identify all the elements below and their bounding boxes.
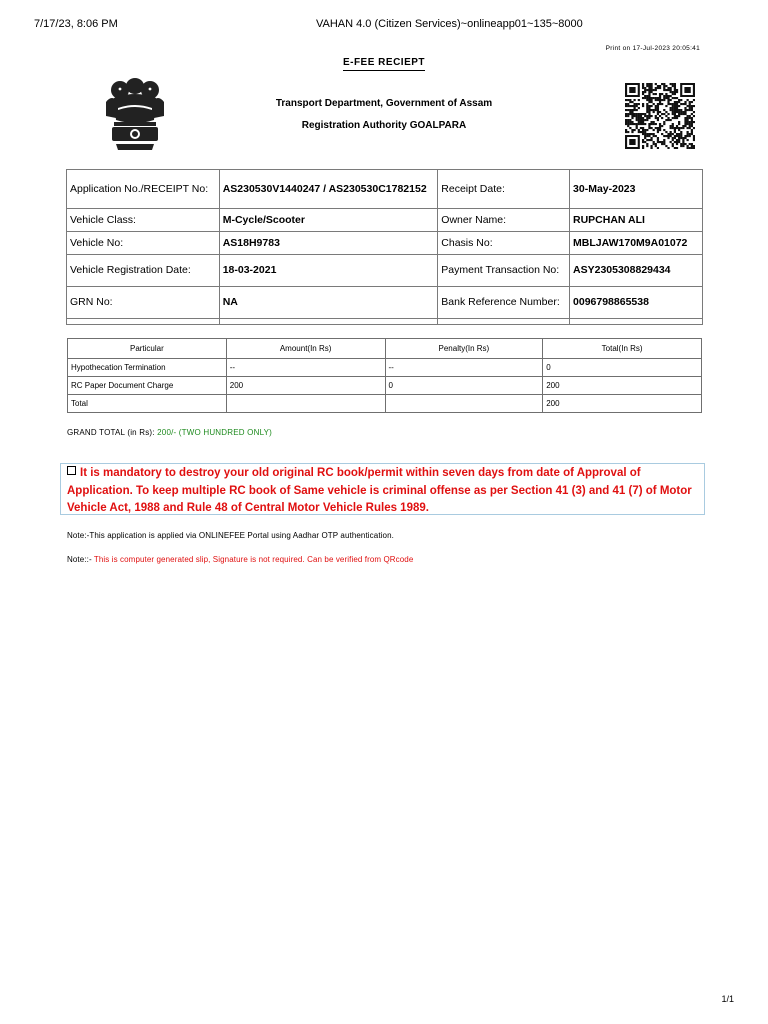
fee-cell: 0 xyxy=(385,377,543,395)
table-row xyxy=(68,359,702,377)
fee-cell: -- xyxy=(226,359,385,377)
vehicle-class-label: Vehicle Class: xyxy=(67,209,220,232)
national-emblem-icon xyxy=(86,72,184,162)
table-row xyxy=(68,395,702,413)
payment-transaction-label: Payment Transaction No: xyxy=(438,255,570,287)
receipt-details-table xyxy=(66,169,703,325)
bank-reference-label: Bank Reference Number: xyxy=(438,287,570,319)
note-text: This is computer generated slip, Signature is not required. Can be verified from QRcode xyxy=(93,555,414,564)
fee-cell: Total xyxy=(68,395,227,413)
note-computer-generated xyxy=(67,555,413,564)
fee-cell xyxy=(385,395,543,413)
printed-on: Print on 17-Jul-2023 20:05:41 xyxy=(605,45,700,52)
fee-header-particular: Particular xyxy=(68,339,227,359)
application-no-label: Application No./RECEIPT No: xyxy=(67,170,220,209)
note-aadhar: Note:-This application is applied via ONLINEFEE Portal using Aadhar OTP authentication. xyxy=(67,531,394,540)
fee-cell: 200 xyxy=(543,377,702,395)
fee-cell: RC Paper Document Charge xyxy=(68,377,227,395)
vehicle-no-label: Vehicle No: xyxy=(67,232,220,255)
fee-cell: 200 xyxy=(543,395,702,413)
fee-header-amount: Amount(In Rs) xyxy=(226,339,385,359)
grand-total xyxy=(67,428,272,437)
application-no-value: AS230530V1440247 / AS230530C1782152 xyxy=(219,170,438,209)
fee-cell: Hypothecation Termination xyxy=(68,359,227,377)
owner-name-value: RUPCHAN ALI xyxy=(570,209,703,232)
fee-header-total: Total(In Rs) xyxy=(543,339,702,359)
print-page-title: VAHAN 4.0 (Citizen Services)~onlineapp01~135~8000 xyxy=(316,18,583,30)
fee-header-penalty: Penalty(In Rs) xyxy=(385,339,543,359)
bank-reference-value: 0096798865538 xyxy=(570,287,703,319)
print-datetime: 7/17/23, 8:06 PM xyxy=(34,18,118,30)
owner-name-label: Owner Name: xyxy=(438,209,570,232)
grand-total-value: 200/- (TWO HUNDRED ONLY) xyxy=(157,428,273,437)
fee-cell: 0 xyxy=(543,359,702,377)
fee-table xyxy=(67,338,702,413)
registration-date-value: 18-03-2021 xyxy=(219,255,438,287)
receipt-date-label: Receipt Date: xyxy=(438,170,570,209)
note-prefix: Note::- xyxy=(67,555,94,564)
chasis-no-value: MBLJAW170M9A01072 xyxy=(570,232,703,255)
grand-total-label: GRAND TOTAL (in Rs): xyxy=(67,428,158,437)
vehicle-class-value: M-Cycle/Scooter xyxy=(219,209,438,232)
fee-cell: 200 xyxy=(226,377,385,395)
fee-cell xyxy=(226,395,385,413)
empty-cell xyxy=(438,319,570,325)
chasis-no-label: Chasis No: xyxy=(438,232,570,255)
qr-code-icon xyxy=(625,83,695,149)
warning-text: It is mandatory to destroy your old original RC book/permit within seven days from date of Approval of Application. To keep multiple RC book of Same vehicle is criminal offense as per Section 41 (3) and 41 (7) of Motor Vehicle Act, 1988 and Rule 48 of Central Motor Vehicle Rules 1989. xyxy=(67,467,692,514)
department-name: Transport Department, Government of Assam xyxy=(275,98,493,109)
registration-date-label: Vehicle Registration Date: xyxy=(67,255,220,287)
empty-cell xyxy=(219,319,438,325)
table-row xyxy=(68,377,702,395)
grn-no-value: NA xyxy=(219,287,438,319)
empty-cell xyxy=(67,319,220,325)
payment-transaction-value: ASY2305308829434 xyxy=(570,255,703,287)
page-number: 1/1 xyxy=(721,994,734,1004)
vehicle-no-value: AS18H9783 xyxy=(219,232,438,255)
warning-box xyxy=(60,463,705,515)
empty-cell xyxy=(570,319,703,325)
registration-authority: Registration Authority GOALPARA xyxy=(301,120,467,131)
checkbox-glyph-icon xyxy=(67,466,76,475)
fee-cell: -- xyxy=(385,359,543,377)
receipt-title: E-FEE RECIEPT xyxy=(0,57,768,68)
receipt-date-value: 30-May-2023 xyxy=(570,170,703,209)
grn-no-label: GRN No: xyxy=(67,287,220,319)
